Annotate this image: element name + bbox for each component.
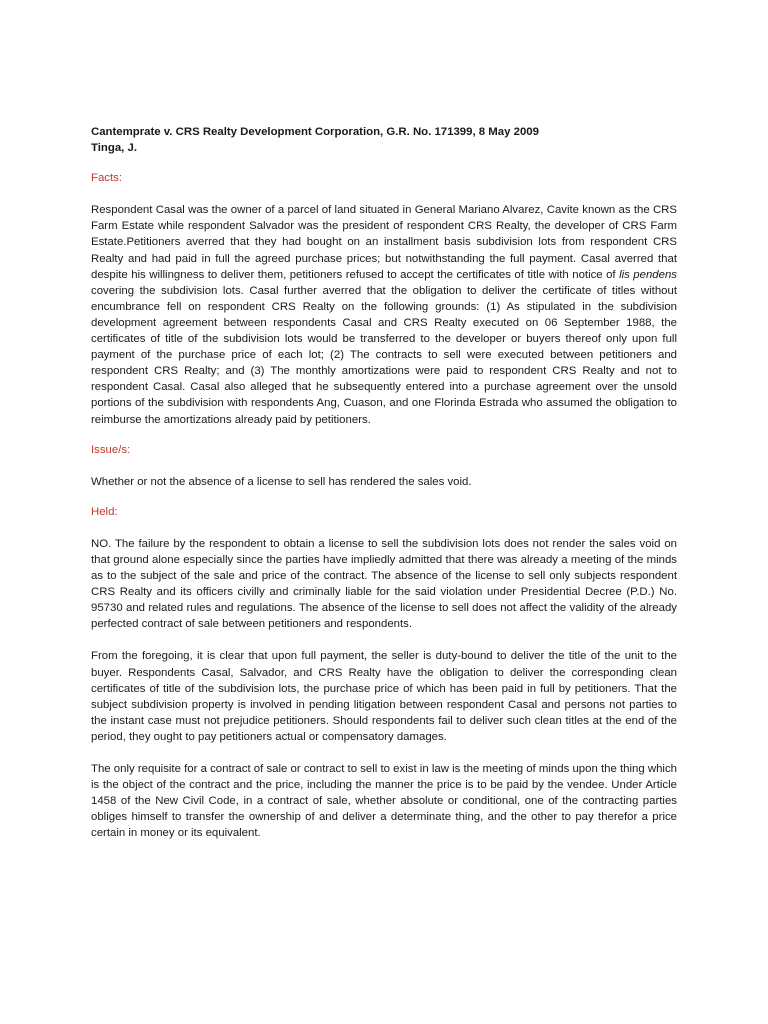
facts-text-part2: covering the subdivision lots. Casal further averred that the obligation to deliver the certificate of titles without encumbrance fell on respondent CRS Realty on the following grounds: (1) As stipulated in the subdivision development agreement between respondents Casal and CRS Realty executed on 06 September 1988, the certificates of title of the subdivision lots would be transferred to the developer or buyers thereof only upon full payment of the purchase price of each lot; (2) The contracts to sell were executed between petitioners and respondent CRS Realty; and (3) The monthly amortizations were paid to respondent CRS Realty and not to respondent Casal. Casal also alleged that he subsequently entered into a purchase agreement over the unsold portions of the subdivision with respondents Ang, Cuason, and one Florinda Estrada who assumed the obligation to reimburse the amortizations already paid by petitioners.: [91, 284, 677, 426]
held-paragraph-3: The only requisite for a contract of sale or contract to sell to exist in law is the meeting of minds upon the thing which is the object of the contract and the price, including the manner the price is to be paid by the vendee. Under Article 1458 of the New Civil Code, in a contract of sale, whether absolute or conditional, one of the contracting parties obliges himself to transfer the ownership of and deliver a determinate thing, and the other to pay therefor a price certain in money or its equivalent.: [91, 763, 677, 840]
held-paragraph-1: NO. The failure by the respondent to obtain a license to sell the subdivision lots does not render the sales void on that ground alone especially since the parties have impliedly admitted that there was already a meeting of the minds as to the subject of the sale and price of the contract. The absence of the license to sell only subjects respondent CRS Realty and its officers civilly and criminally liable for the said violation under Presidential Decree (P.D.) No. 95730 and related rules and regulations. The absence of the license to sell does not affect the validity of the already perfected contract of sale between petitioners and respondents.: [91, 537, 677, 631]
ponente: Tinga, J.: [91, 142, 137, 155]
issue-heading: Issue/s:: [91, 443, 131, 456]
case-title: Cantemprate v. CRS Realty Development Corporation, G.R. No. 171399, 8 May 2009: [91, 126, 539, 138]
held-paragraph-2: From the foregoing, it is clear that upon full payment, the seller is duty-bound to deliver the title of the unit to the buyer. Respondents Casal, Salvador, and CRS Realty have the obligation to deliver the corresponding clean certificates of title of the subdivision lots, the purchase price of which has been paid in full by petitioners. That the subject subdivision property is involved in pending litigation between respondent Casal and persons not parties to the instant case must not prejudice petitioners. Should respondents fail to deliver such clean titles at the end of the period, they ought to pay petitioners actual or compensatory damages.: [91, 650, 677, 743]
facts-italic-term: lis pendens: [619, 268, 677, 281]
issue-paragraph: Whether or not the absence of a license to sell has rendered the sales void.: [91, 475, 472, 488]
held-heading: Held:: [91, 505, 118, 518]
facts-text-part1: Respondent Casal was the owner of a parcel of land situated in General Mariano Alvarez, Cavite known as the CRS Farm Estate while respondent Salvador was the president of respondent CRS Realty, the developer of CRS Farm Estate.Petitioners averred that they had bought on an installment basis subdivision lots from respondent CRS Realty and had paid in full the agreed purchase prices; but notwithstanding the full payment. Casal averred that despite his willingness to deliver them, petitioners refused to accept the certificates of title with notice of: [91, 204, 677, 281]
facts-paragraph: [91, 202, 677, 427]
document-page: [91, 124, 677, 841]
facts-heading: Facts:: [91, 172, 123, 185]
